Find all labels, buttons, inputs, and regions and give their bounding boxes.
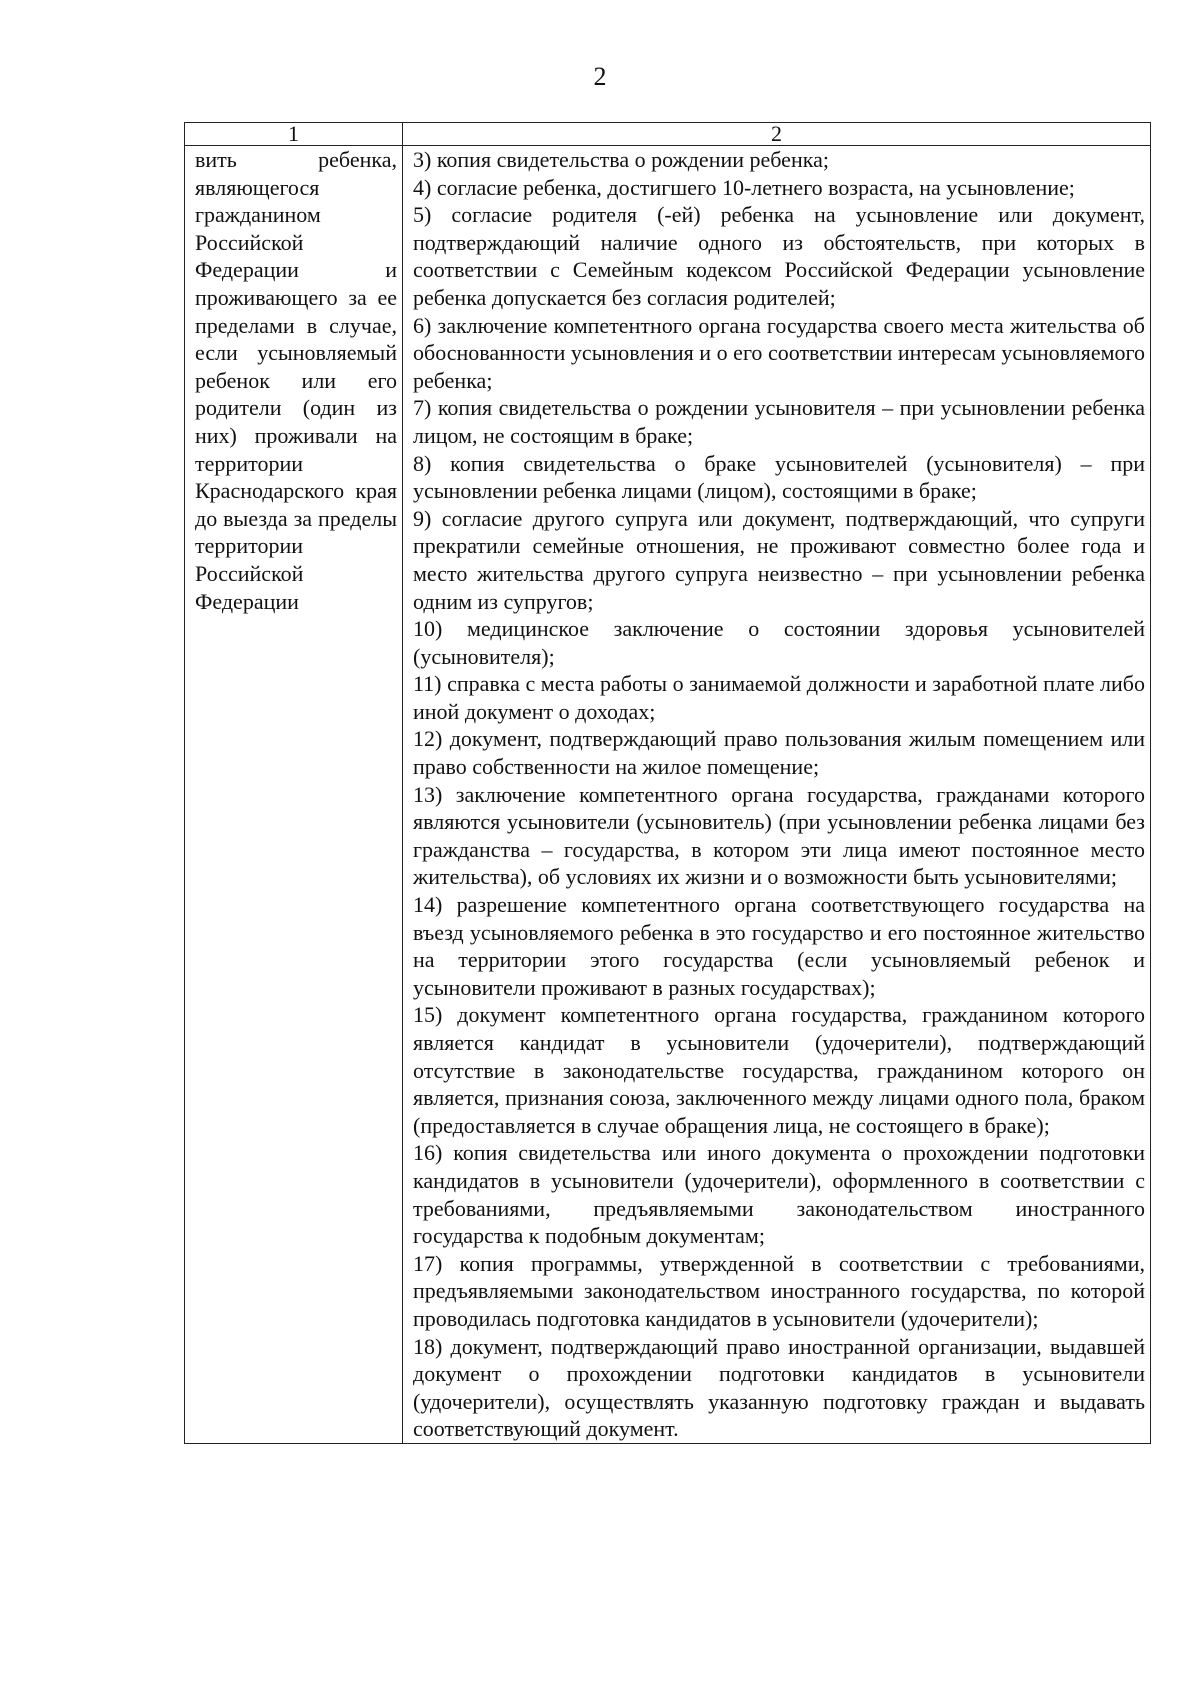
list-item: 8) копия свидетельства о браке усыновителей (усыновителя) – при усыновлении ребенка лицами (лицом), состоящими в браке; (413, 450, 1145, 504)
list-item: 13) заключение компетентного органа государства, гражданами которого являются усыновители (усыновитель) (при усыновлении ребенка лицами без гражданства – государства, в котором эти лица имеют постоянное место жительства), об условиях их жизни и о возможности быть усыновителями; (413, 781, 1145, 890)
list-item: 10) медицинское заключение о состоянии здоровья усыновителей (усыновителя); (413, 616, 1145, 669)
list-item: 15) документ компетентного органа государства, гражданином которого является кандидат в усыновители (удочерители), подтверждающий отсутствие в законодательстве государства, гражданином которого он является, признания союза, заключенного между лицами одного пола, браком (предоставляется в случае обращения лица, не состоящего в браке); (413, 1002, 1145, 1138)
page-number: 2 (593, 62, 607, 91)
list-item: 5) согласие родителя (-ей) ребенка на усыновление или документ, подтверждающий наличие одного из обстоятельств, при которых в соответствии с Семейным кодексом Российской Федерации усыновление ребенка допускается без согласия родителей; (413, 202, 1145, 310)
documents-list-cell (403, 146, 1151, 1444)
documents-table (184, 122, 1151, 1444)
column-header-1: 1 (185, 123, 403, 146)
column-header-2: 2 (403, 123, 1151, 146)
list-item: 18) документ, подтверждающий право иностранной организации, выдавшей документ о прохождении подготовки кандидатов в усыновители (удочерители), осуществлять указанную подготовку граждан и выдавать соответствующий документ. (413, 1333, 1145, 1442)
applicant-category-cell: вить ребенка, являющегося гражданином Российской Федерации и проживающего за ее пределами в случае, если усыновляемый ребенок или его родители (один из них) проживали на территории Краснодарского края до выезда за пределы территории Российской Федерации (185, 146, 403, 1444)
list-item: 17) копия программы, утвержденной в соответствии с требованиями, предъявляемыми законодательством иностранного государства, по которой проводилась подготовка кандидатов в усыновители (удочерители); (413, 1250, 1145, 1331)
list-item: 6) заключение компетентного органа государства своего места жительства об обоснованности усыновления и о его соответствии интересам усыновляемого ребенка; (413, 312, 1145, 393)
list-item: 9) согласие другого супруга или документ, подтверждающий, что супруги прекратили семейные отношения, не проживают совместно более года и место жительства другого супруга неизвестно – при усыновлении ребенка одним из супругов; (413, 505, 1145, 614)
list-item: 14) разрешение компетентного органа соответствующего государства на въезд усыновляемого ребенка в это государство и его постоянное жительство на территории этого государства (если усыновляемый ребенок и усыновители проживают в разных государствах); (413, 892, 1145, 1000)
table-row (185, 146, 1151, 1444)
list-item: 16) копия свидетельства или иного документа о прохождении подготовки кандидатов в усыновители (удочерители), оформленного в соответствии с требованиями, предъявляемыми законодательством иностранного государства к подобным документам; (413, 1140, 1145, 1249)
list-item: 11) справка с места работы о занимаемой должности и заработной плате либо иной документ о доходах; (413, 671, 1145, 724)
table-header-row (185, 123, 1151, 146)
list-item: 4) согласие ребенка, достигшего 10-летнего возраста, на усыновление; (413, 174, 1075, 200)
list-item: 7) копия свидетельства о рождении усыновителя – при усыновлении ребенка лицом, не состоящим в браке; (413, 395, 1145, 448)
list-item: 3) копия свидетельства о рождении ребенка; (413, 147, 829, 172)
list-item: 12) документ, подтверждающий право пользования жилым помещением или право собственности на жилое помещение; (413, 726, 1145, 780)
